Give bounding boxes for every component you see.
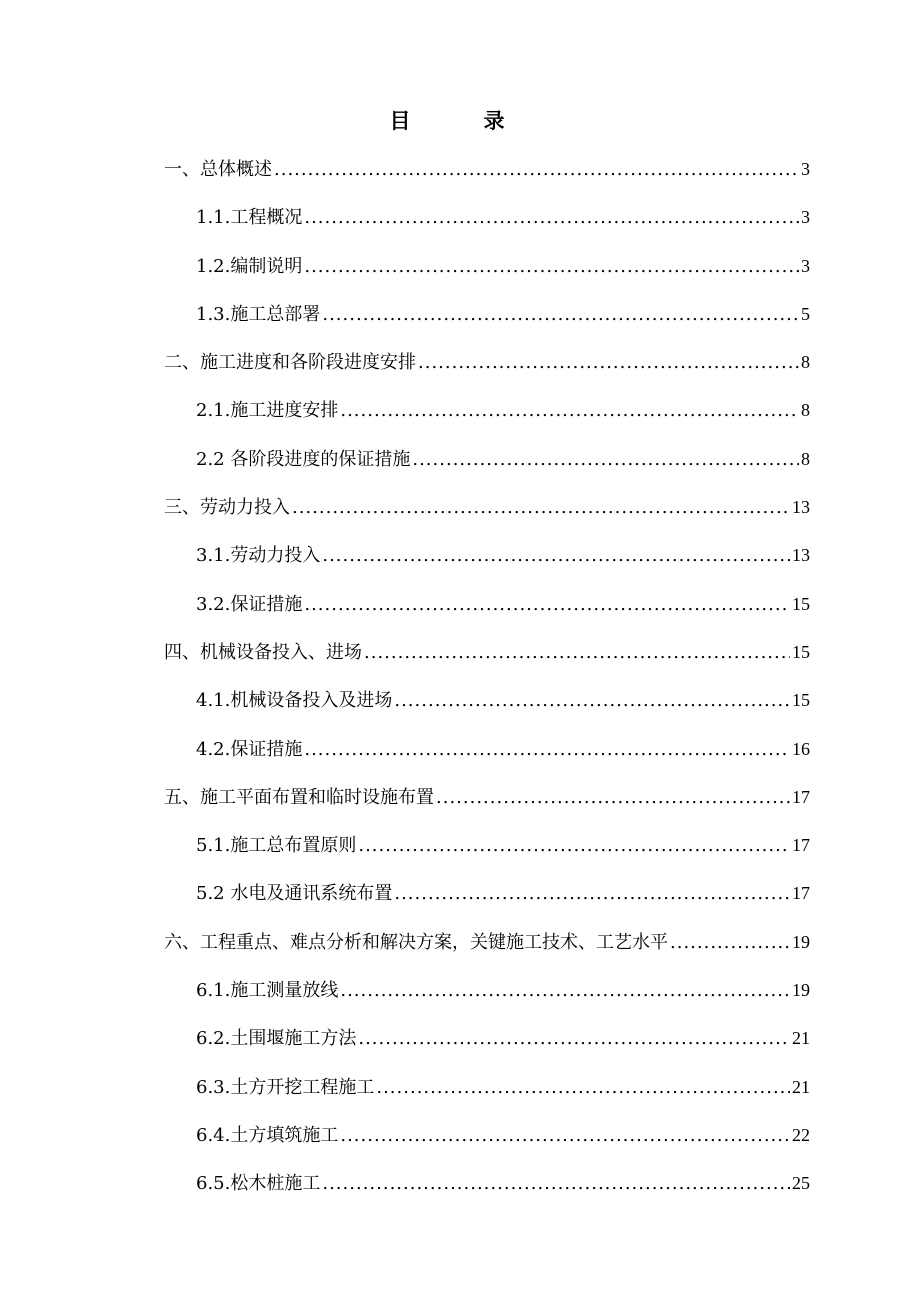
toc-entry[interactable] [164,587,810,635]
toc-dot-leader [304,250,799,284]
toc-entry-text: 5.2 水电及通讯系统布置 [196,883,393,905]
toc-dot-leader [376,1071,790,1105]
toc-dot-leader [412,443,799,477]
toc-entry[interactable] [164,1166,810,1214]
toc-entry[interactable] [164,780,810,828]
toc-dot-leader [274,153,799,187]
toc-page-number: 13 [792,497,810,518]
toc-page-number: 13 [792,545,810,566]
toc-dot-leader [304,201,799,235]
toc-entry[interactable] [164,635,810,683]
toc-page-number: 17 [792,883,810,904]
toc-entry-text: 3.2.保证措施 [196,593,303,615]
toc-entry-text: 6.5.松木桩施工 [196,1173,321,1195]
toc-entry[interactable] [164,876,810,924]
toc-entry[interactable] [164,249,810,297]
toc-entry[interactable] [164,683,810,731]
toc-entry[interactable] [164,393,810,441]
toc-dot-leader [340,1119,790,1153]
toc-entry[interactable] [164,1021,810,1069]
toc-entry-text: 6.3.土方开挖工程施工 [196,1076,375,1098]
toc-entry-text: 6.4.土方填筑施工 [196,1124,339,1146]
toc-page-number: 3 [801,255,810,276]
toc-entry-text: 三、劳动力投入 [164,497,290,519]
toc-entry[interactable] [164,490,810,538]
toc-entry-text: 一、总体概述 [164,159,272,180]
toc-entry-text: 五、施工平面布置和临时设施布置 [164,786,434,808]
toc-title: 目 录 [389,108,531,133]
toc-dot-leader [322,1167,790,1201]
toc-entry[interactable] [164,1070,810,1118]
toc-entry[interactable] [164,1118,810,1166]
toc-page-number: 3 [801,159,810,179]
toc-page-number: 19 [792,931,810,952]
toc-dot-leader [340,394,799,428]
toc-page-number: 17 [792,835,810,856]
toc-page-number: 21 [792,1076,810,1097]
toc-entry-text: 1.1.工程概况 [196,207,303,229]
toc-dot-leader [322,298,799,332]
toc-dot-leader [322,539,790,573]
toc-page-number: 8 [801,448,810,469]
toc-page-number: 19 [792,980,810,1001]
toc-entry-text: 6.2.土围堰施工方法 [196,1028,357,1050]
toc-entry-text: 4.1.机械设备投入及进场 [196,690,393,712]
toc-entry[interactable] [164,200,810,248]
toc-dot-leader [340,974,790,1008]
toc-page-number: 16 [792,738,810,759]
toc-entry-text: 2.1.施工进度安排 [196,400,339,422]
toc-entry[interactable] [164,442,810,490]
toc-dot-leader [418,346,799,380]
toc-entry-text: 6.1.施工测量放线 [196,980,339,1002]
toc-page-number: 8 [801,400,810,421]
toc-dot-leader [670,926,790,960]
toc-entry-text: 1.2.编制说明 [196,255,303,277]
toc-dot-leader [364,636,790,670]
toc-page-number: 3 [801,207,810,228]
toc-page-number: 5 [801,303,810,324]
toc-page-number: 25 [792,1173,810,1194]
toc-entry-text: 1.3.施工总部署 [196,303,321,325]
toc-entry-text: 4.2.保证措施 [196,738,303,760]
toc-dot-leader [394,877,790,911]
toc-dot-leader [358,1022,790,1056]
toc-page-number: 21 [792,1028,810,1049]
toc-dot-leader [358,829,790,863]
toc-entry[interactable] [164,732,810,780]
toc-entry-text: 二、施工进度和各阶段进度安排 [164,352,416,374]
toc-page-number: 15 [792,593,810,614]
toc-list [164,152,810,1215]
toc-entry-text: 六、工程重点、难点分析和解决方案，关键施工技术、工艺水平 [164,931,668,953]
toc-dot-leader [292,491,790,525]
toc-entry[interactable] [164,345,810,393]
toc-dot-leader [304,733,790,767]
toc-page-number: 15 [792,690,810,711]
toc-page-number: 8 [801,352,810,373]
toc-dot-leader [436,781,790,815]
toc-entry[interactable] [164,538,810,586]
toc-entry[interactable] [164,973,810,1021]
toc-entry-text: 2.2 各阶段进度的保证措施 [196,448,411,470]
toc-dot-leader [304,588,790,622]
toc-entry[interactable] [164,297,810,345]
toc-entry-text: 5.1.施工总布置原则 [196,835,357,857]
toc-entry-text: 3.1.劳动力投入 [196,545,321,567]
toc-page-number: 22 [792,1124,810,1145]
toc-dot-leader [394,684,790,718]
toc-entry[interactable] [164,925,810,973]
toc-page-number: 17 [792,786,810,807]
toc-entry[interactable] [164,152,810,200]
toc-page-number: 15 [792,641,810,662]
toc-entry[interactable] [164,828,810,876]
toc-entry-text: 四、机械设备投入、进场 [164,641,362,663]
